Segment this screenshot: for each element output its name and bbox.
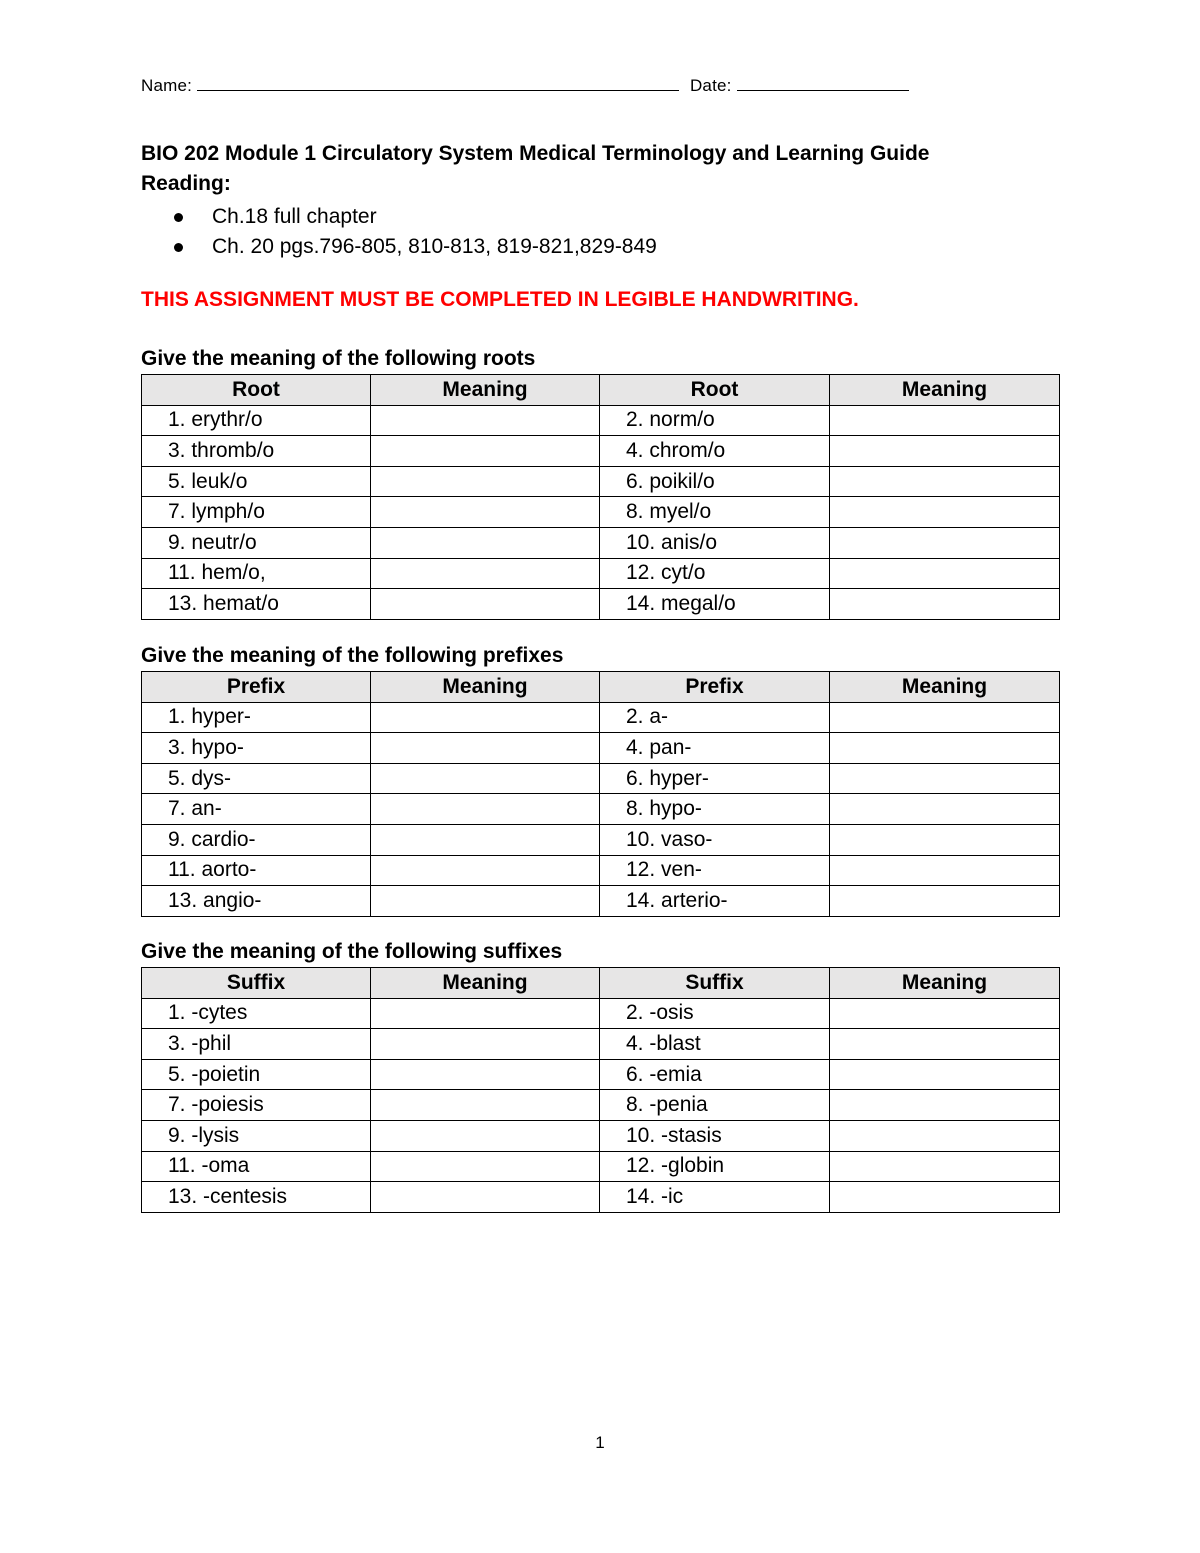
- term-cell: 14. arterio-: [600, 886, 830, 917]
- meaning-answer-cell[interactable]: [830, 527, 1060, 558]
- meaning-answer-cell[interactable]: [371, 466, 600, 497]
- meaning-answer-cell[interactable]: [830, 436, 1060, 467]
- term-cell: 4. -blast: [600, 1029, 830, 1060]
- meaning-answer-cell[interactable]: [371, 1182, 600, 1213]
- column-header: Prefix: [600, 672, 830, 703]
- column-header: Suffix: [600, 968, 830, 999]
- term-cell: 12. ven-: [600, 855, 830, 886]
- meaning-answer-cell[interactable]: [830, 998, 1060, 1029]
- terminology-table: [141, 671, 1060, 917]
- column-header: Meaning: [830, 968, 1060, 999]
- date-blank: [737, 74, 909, 91]
- meaning-answer-cell[interactable]: [371, 1151, 600, 1182]
- meaning-answer-cell[interactable]: [371, 733, 600, 764]
- table-row: [142, 1090, 1060, 1121]
- term-cell: 2. norm/o: [600, 405, 830, 436]
- date-label: Date:: [689, 76, 732, 95]
- name-blank: [197, 74, 679, 91]
- column-header: Prefix: [142, 672, 371, 703]
- term-cell: 9. cardio-: [142, 824, 371, 855]
- column-header: Meaning: [371, 672, 600, 703]
- term-cell: 2. -osis: [600, 998, 830, 1029]
- term-cell: 3. thromb/o: [142, 436, 371, 467]
- meaning-answer-cell[interactable]: [371, 824, 600, 855]
- table-row: [142, 527, 1060, 558]
- meaning-answer-cell[interactable]: [830, 733, 1060, 764]
- meaning-answer-cell[interactable]: [371, 855, 600, 886]
- table-row: [142, 1182, 1060, 1213]
- column-header: Meaning: [371, 968, 600, 999]
- term-cell: 11. -oma: [142, 1151, 371, 1182]
- term-cell: 11. hem/o,: [142, 558, 371, 589]
- term-cell: 6. -emia: [600, 1059, 830, 1090]
- term-cell: 4. chrom/o: [600, 436, 830, 467]
- term-cell: 14. -ic: [600, 1182, 830, 1213]
- column-header: Suffix: [142, 968, 371, 999]
- document-title: BIO 202 Module 1 Circulatory System Medical Terminology and Learning Guide: [141, 142, 930, 165]
- meaning-answer-cell[interactable]: [830, 1059, 1060, 1090]
- handwriting-warning: THIS ASSIGNMENT MUST BE COMPLETED IN LEGIBLE HANDWRITING.: [141, 288, 859, 311]
- term-cell: 2. a-: [600, 702, 830, 733]
- section-heading: Give the meaning of the following prefixes: [141, 644, 564, 667]
- meaning-answer-cell[interactable]: [830, 855, 1060, 886]
- term-cell: 6. hyper-: [600, 763, 830, 794]
- term-cell: 7. an-: [142, 794, 371, 825]
- term-cell: 13. hemat/o: [142, 589, 371, 620]
- term-cell: 10. -stasis: [600, 1120, 830, 1151]
- meaning-answer-cell[interactable]: [371, 886, 600, 917]
- page-number: 1: [595, 1433, 605, 1452]
- meaning-answer-cell[interactable]: [830, 1090, 1060, 1121]
- meaning-answer-cell[interactable]: [830, 497, 1060, 528]
- term-cell: 8. myel/o: [600, 497, 830, 528]
- term-cell: 3. -phil: [142, 1029, 371, 1060]
- term-cell: 5. dys-: [142, 763, 371, 794]
- meaning-answer-cell[interactable]: [371, 702, 600, 733]
- table-row: [142, 702, 1060, 733]
- term-cell: 3. hypo-: [142, 733, 371, 764]
- reading-list: [170, 202, 657, 262]
- meaning-answer-cell[interactable]: [371, 763, 600, 794]
- term-cell: 1. -cytes: [142, 998, 371, 1029]
- term-cell: 10. vaso-: [600, 824, 830, 855]
- term-cell: 9. neutr/o: [142, 527, 371, 558]
- meaning-answer-cell[interactable]: [371, 1090, 600, 1121]
- meaning-answer-cell[interactable]: [371, 1029, 600, 1060]
- column-header: Meaning: [371, 375, 600, 406]
- meaning-answer-cell[interactable]: [371, 794, 600, 825]
- term-cell: 10. anis/o: [600, 527, 830, 558]
- meaning-answer-cell[interactable]: [371, 558, 600, 589]
- table-row: [142, 436, 1060, 467]
- term-cell: 12. cyt/o: [600, 558, 830, 589]
- table-row: [142, 589, 1060, 620]
- term-cell: 1. erythr/o: [142, 405, 371, 436]
- table-row: [142, 1120, 1060, 1151]
- bullet-icon: [174, 213, 183, 222]
- column-header: Meaning: [830, 672, 1060, 703]
- table-row: [142, 1029, 1060, 1060]
- column-header: Root: [600, 375, 830, 406]
- meaning-answer-cell[interactable]: [371, 1120, 600, 1151]
- term-cell: 9. -lysis: [142, 1120, 371, 1151]
- meaning-answer-cell[interactable]: [371, 589, 600, 620]
- term-cell: 6. poikil/o: [600, 466, 830, 497]
- meaning-answer-cell[interactable]: [830, 794, 1060, 825]
- bullet-icon: [174, 243, 183, 252]
- table-row: [142, 1151, 1060, 1182]
- term-cell: 5. -poietin: [142, 1059, 371, 1090]
- table-header-row: [142, 672, 1060, 703]
- terminology-table: [141, 967, 1060, 1213]
- term-cell: 8. hypo-: [600, 794, 830, 825]
- reading-label: Reading:: [141, 172, 231, 195]
- table-row: [142, 824, 1060, 855]
- terminology-table: [141, 374, 1060, 620]
- meaning-answer-cell[interactable]: [371, 436, 600, 467]
- table-row: [142, 466, 1060, 497]
- meaning-answer-cell[interactable]: [830, 405, 1060, 436]
- meaning-answer-cell[interactable]: [830, 763, 1060, 794]
- meaning-answer-cell[interactable]: [371, 1059, 600, 1090]
- table-row: [142, 794, 1060, 825]
- term-cell: 1. hyper-: [142, 702, 371, 733]
- meaning-answer-cell[interactable]: [371, 405, 600, 436]
- term-cell: 7. -poiesis: [142, 1090, 371, 1121]
- column-header: Root: [142, 375, 371, 406]
- term-cell: 11. aorto-: [142, 855, 371, 886]
- term-cell: 7. lymph/o: [142, 497, 371, 528]
- section-heading: Give the meaning of the following suffixes: [141, 940, 563, 963]
- table-row: [142, 1059, 1060, 1090]
- meaning-answer-cell[interactable]: [830, 824, 1060, 855]
- meaning-answer-cell[interactable]: [830, 702, 1060, 733]
- term-cell: 8. -penia: [600, 1090, 830, 1121]
- section-heading: Give the meaning of the following roots: [141, 347, 536, 370]
- table-row: [142, 855, 1060, 886]
- table-row: [142, 763, 1060, 794]
- name-date-line: [141, 74, 909, 96]
- table-row: [142, 733, 1060, 764]
- table-row: [142, 497, 1060, 528]
- meaning-answer-cell[interactable]: [830, 1151, 1060, 1182]
- column-header: Meaning: [830, 375, 1060, 406]
- meaning-answer-cell[interactable]: [830, 466, 1060, 497]
- reading-item: Ch.18 full chapter: [170, 202, 657, 232]
- meaning-answer-cell[interactable]: [830, 558, 1060, 589]
- meaning-answer-cell[interactable]: [830, 1182, 1060, 1213]
- term-cell: 13. -centesis: [142, 1182, 371, 1213]
- term-cell: 12. -globin: [600, 1151, 830, 1182]
- meaning-answer-cell[interactable]: [830, 1029, 1060, 1060]
- meaning-answer-cell[interactable]: [371, 998, 600, 1029]
- term-cell: 5. leuk/o: [142, 466, 371, 497]
- meaning-answer-cell[interactable]: [830, 589, 1060, 620]
- term-cell: 14. megal/o: [600, 589, 830, 620]
- table-row: [142, 886, 1060, 917]
- table-row: [142, 998, 1060, 1029]
- reading-item: Ch. 20 pgs.796-805, 810-813, 819-821,829-849: [170, 232, 657, 262]
- name-label: Name:: [141, 76, 193, 95]
- table-row: [142, 405, 1060, 436]
- table-header-row: [142, 375, 1060, 406]
- term-cell: 13. angio-: [142, 886, 371, 917]
- meaning-answer-cell[interactable]: [371, 497, 600, 528]
- meaning-answer-cell[interactable]: [830, 1120, 1060, 1151]
- meaning-answer-cell[interactable]: [830, 886, 1060, 917]
- term-cell: 4. pan-: [600, 733, 830, 764]
- table-header-row: [142, 968, 1060, 999]
- meaning-answer-cell[interactable]: [371, 527, 600, 558]
- table-row: [142, 558, 1060, 589]
